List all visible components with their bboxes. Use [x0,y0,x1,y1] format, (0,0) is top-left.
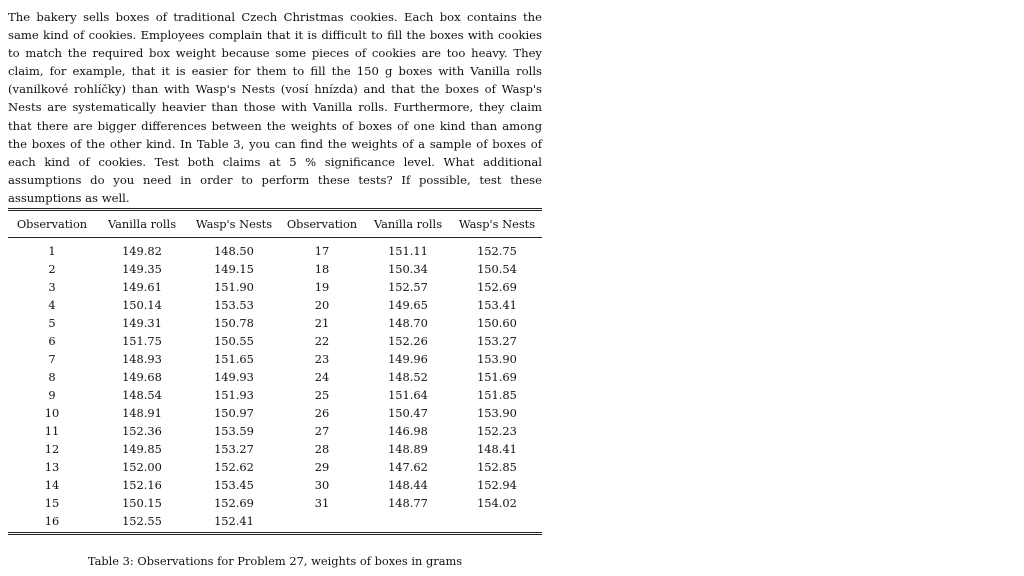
table-cell: 25 [314,388,330,402]
table-cell: 149.68 [122,370,162,384]
table-row [8,260,542,278]
table-cell: 151.11 [388,244,428,258]
table-cell: 150.15 [122,496,162,510]
table-cell: 153.41 [477,298,517,312]
table-cell: 150.47 [388,406,428,420]
table-cell: 151.75 [122,334,162,348]
table-cell: 148.70 [388,316,428,330]
header-observation-left: Observation [8,210,96,238]
table-row [8,422,542,440]
table-row [8,386,542,404]
table-cell: 150.54 [477,262,517,276]
table-cell: 149.85 [122,442,162,456]
table-row [8,476,542,494]
table-cell: 26 [314,406,330,420]
table-cell: 148.54 [122,388,162,402]
table-cell: 152.55 [96,512,188,534]
header-wasps-nests-right: Wasp's Nests [452,210,542,238]
table-row [8,512,542,534]
table-cell: 148.50 [214,244,254,258]
table-cell: 9 [48,388,56,402]
table-row [8,350,542,368]
table-cell: 23 [314,352,330,366]
table-cell: 150.14 [122,298,162,312]
table-cell: 7 [48,352,56,366]
table-cell: 151.69 [477,370,517,384]
table-cell: 153.45 [214,478,254,492]
table-cell: 22 [314,334,330,348]
table-cell: 14 [44,478,60,492]
table-cell: 6 [48,334,56,348]
table-cell: 146.98 [388,424,428,438]
table-cell: 149.61 [122,280,162,294]
table-header-row [8,210,542,238]
table-row [8,278,542,296]
table-cell: 29 [314,460,330,474]
table-cell [364,512,452,534]
table-cell: 149.65 [388,298,428,312]
table-cell: 12 [44,442,60,456]
table-row [8,332,542,350]
table-cell: 149.35 [122,262,162,276]
table-cell: 153.90 [477,406,517,420]
table-cell: 11 [44,424,60,438]
table-row [8,368,542,386]
table-cell: 5 [48,316,56,330]
table-cell: 150.34 [388,262,428,276]
table-cell: 151.64 [388,388,428,402]
table-cell: 152.69 [477,280,517,294]
table-caption: Table 3: Observations for Problem 27, weights of boxes in grams [87,554,463,568]
table-cell: 150.60 [477,316,517,330]
table-cell: 149.15 [214,262,254,276]
document-page [8,8,542,568]
table-cell: 147.62 [388,460,428,474]
table-cell: 148.52 [388,370,428,384]
table-row [8,494,542,512]
table-cell: 153.90 [477,352,517,366]
table-cell: 149.82 [122,244,162,258]
table-cell: 30 [314,478,330,492]
header-vanilla-rolls-right: Vanilla rolls [364,210,452,238]
table-cell: 18 [314,262,330,276]
table-cell: 153.27 [477,334,517,348]
table-cell: 152.36 [122,424,162,438]
table-cell: 152.00 [122,460,162,474]
table-cell: 10 [44,406,60,420]
table-cell: 8 [48,370,56,384]
table-cell: 2 [48,262,56,276]
table-cell: 1 [48,244,56,258]
table-cell: 4 [48,298,56,312]
table-cell: 28 [314,442,330,456]
table-cell: 152.16 [122,478,162,492]
table-cell: 149.31 [122,316,162,330]
table-cell: 17 [314,244,330,258]
table-cell: 31 [314,496,330,510]
observations-table [8,208,542,535]
table-row [8,314,542,332]
table-cell: 152.75 [477,244,517,258]
table-cell: 151.85 [477,388,517,402]
table-cell: 152.69 [214,496,254,510]
table-cell: 152.94 [477,478,517,492]
problem-statement: The bakery sells boxes of traditional Czech Christmas cookies. Each box contains the same kind of cookies. Employees complain that it is difficult to fill the boxes with cookies to match the required box weight because some pieces of cookies are too heavy. They claim, for example, that it is easier for them to fill the 150 g boxes with Vanilla rolls (vanilkové rohlíčky) than with Wasp's Nests (vosí hnízda) and that the boxes of Wasp's Nests are systematically heavier than those with Vanilla rolls. Furthermore, they claim that there are bigger differences between the weights of boxes of one kind than among the boxes of the other kind. In Table 3, you can find the weights of a sample of boxes of each kind of cookies. Test both claims at 5 % significance level. What additional assumptions do you need in order to perform these tests? If possible, test these assumptions as well. [8,10,542,205]
table-cell: 153.53 [214,298,254,312]
table-cell: 151.65 [214,352,254,366]
table-cell: 150.55 [214,334,254,348]
table-cell: 152.85 [477,460,517,474]
table-cell: 151.90 [214,280,254,294]
table-cell: 149.96 [388,352,428,366]
table-cell: 148.77 [388,496,428,510]
table-cell: 150.97 [214,406,254,420]
table-cell: 20 [314,298,330,312]
header-observation-right: Observation [280,210,364,238]
table-cell: 24 [314,370,330,384]
table-cell: 152.26 [388,334,428,348]
table-cell: 152.62 [214,460,254,474]
table-cell [280,512,364,534]
table-cell: 27 [314,424,330,438]
table-cell: 154.02 [477,496,517,510]
table-body [8,238,542,534]
table-cell: 148.41 [477,442,517,456]
table-row [8,404,542,422]
table-cell: 150.78 [214,316,254,330]
table-cell: 152.23 [477,424,517,438]
table-cell: 149.93 [214,370,254,384]
table-cell: 148.44 [388,478,428,492]
table-cell: 13 [44,460,60,474]
table-cell: 148.89 [388,442,428,456]
table-cell: 152.57 [388,280,428,294]
table-cell: 151.93 [214,388,254,402]
table-cell: 153.59 [214,424,254,438]
table-cell [452,512,542,534]
table-cell: 19 [314,280,330,294]
header-vanilla-rolls-left: Vanilla rolls [96,210,188,238]
table-cell: 16 [8,512,96,534]
table-cell: 152.41 [188,512,280,534]
table-cell: 153.27 [214,442,254,456]
table-cell: 148.93 [122,352,162,366]
header-wasps-nests-left: Wasp's Nests [188,210,280,238]
table-row [8,458,542,476]
table-cell: 148.91 [122,406,162,420]
table-row [8,296,542,314]
table-cell: 15 [44,496,60,510]
table-row [8,440,542,458]
table-cell: 3 [48,280,56,294]
table-row [8,238,542,261]
table-cell: 21 [314,316,330,330]
